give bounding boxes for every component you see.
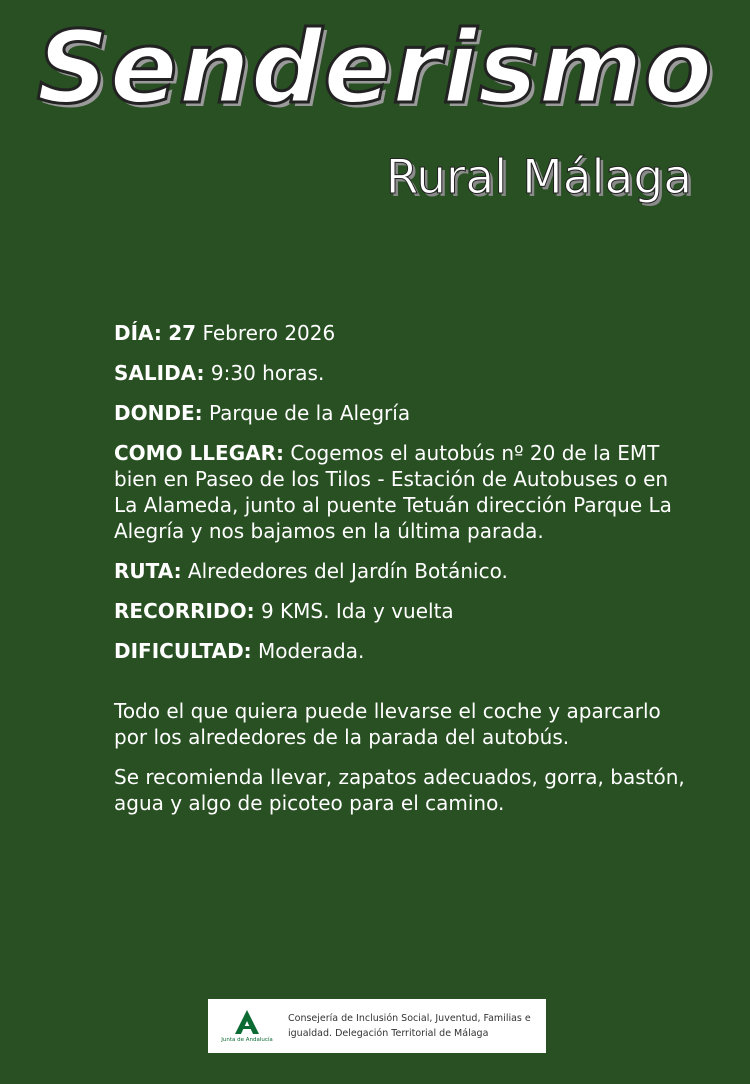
event-details: [114, 320, 694, 830]
route-label: RUTA:: [114, 559, 182, 583]
how-to-arrive-line: [114, 440, 694, 544]
day-value: Febrero 2026: [196, 321, 336, 345]
departure-value: 9:30 horas.: [204, 361, 325, 385]
distance-value: 9 KMS. Ida y vuelta: [254, 599, 454, 623]
route-value: Alrededores del Jardín Botánico.: [181, 559, 508, 583]
departure-label: SALIDA:: [114, 361, 205, 385]
difficulty-line: [114, 638, 694, 664]
how-to-arrive-value: Cogemos el autobús nº 20 de la EMT bien en Paseo de los Tilos - Estación de Autobuses o en La Alameda, junto al puente Tetuán dirección Parque La Alegría y nos bajamos en la última parada.: [114, 441, 672, 543]
day-label: DÍA:: [114, 321, 162, 345]
day-number: 27: [168, 321, 197, 345]
poster-title: Senderismo: [36, 9, 714, 126]
distance-label: RECORRIDO:: [114, 599, 255, 623]
day-line: [114, 320, 694, 346]
location-value: Parque de la Alegría: [202, 401, 411, 425]
logo-caption: Junta de Andalucía: [221, 1037, 273, 1043]
junta-andalucia-icon: [232, 1009, 262, 1035]
institution-text: [288, 1011, 531, 1041]
equipment-note: Se recomienda llevar, zapatos adecuados, gorra, bastón, agua y algo de picoteo para el camino.: [114, 765, 685, 815]
how-to-arrive-label: COMO LLEGAR:: [114, 441, 284, 465]
car-note: Todo el que quiera puede llevarse el coche y aparcarlo por los alrededores de la parada del autobús.: [114, 699, 661, 749]
institution-line-1: Consejería de Inclusión Social, Juventud, Familias e: [288, 1013, 531, 1024]
location-label: DONDE:: [114, 401, 203, 425]
distance-line: [114, 598, 694, 624]
difficulty-label: DIFICULTAD:: [114, 639, 252, 663]
institution-logo-box: [208, 999, 546, 1053]
location-line: [114, 400, 694, 426]
poster-subtitle: Rural Málaga: [385, 150, 692, 205]
departure-line: [114, 360, 694, 386]
difficulty-value: Moderada.: [251, 639, 365, 663]
route-line: [114, 558, 694, 584]
institution-line-2: igualdad. Delegación Territorial de Málaga: [288, 1028, 489, 1039]
junta-andalucia-logo: [216, 1004, 278, 1048]
